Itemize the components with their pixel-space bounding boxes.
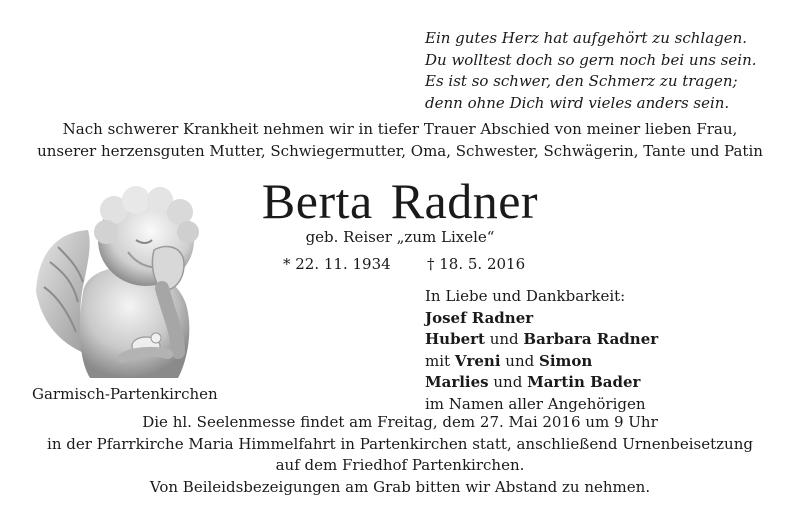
poem <box>425 28 785 114</box>
funeral-line: Von Beileidsbezeigungen am Grab bitten wir Abstand zu nehmen. <box>149 477 651 496</box>
family-line: In Liebe und Dankbarkeit: <box>425 287 626 305</box>
family-line: im Namen aller Angehörigen <box>425 394 646 413</box>
birth-date: * 22. 11. 1934 <box>283 255 391 273</box>
family-member: Vreni <box>454 351 501 370</box>
intro-text <box>0 118 800 162</box>
family-connector: und <box>488 373 528 391</box>
family-line <box>425 308 795 330</box>
intro-line: unserer herzensguten Mutter, Schwiegermutter, Oma, Schwester, Schwägerin, Tante und Patin <box>37 142 763 160</box>
intro-line: Nach schwerer Krankheit nehmen wir in tiefer Trauer Abschied von meiner lieben Frau, <box>62 120 738 138</box>
family-block <box>425 286 795 415</box>
angel-figure-icon <box>28 182 218 382</box>
family-line <box>425 372 795 394</box>
last-name: Radner <box>390 173 539 229</box>
funeral-line: Die hl. Seelenmesse findet am Freitag, dem 27. Mai 2016 um 9 Uhr <box>142 413 658 431</box>
death-date: † 18. 5. 2016 <box>427 255 526 273</box>
first-name: Berta <box>261 173 373 229</box>
family-connector: und <box>484 330 524 348</box>
family-member: Martin Bader <box>527 373 641 391</box>
family-connector: und <box>500 351 539 370</box>
family-line <box>425 329 795 351</box>
funeral-line: auf dem Friedhof Partenkirchen. <box>275 456 525 474</box>
funeral-info <box>0 412 800 498</box>
poem-line: denn ohne Dich wird vieles anders sein. <box>425 93 730 112</box>
family-member: Simon <box>539 351 593 370</box>
family-connector: mit <box>425 351 455 370</box>
poem-line: Ein gutes Herz hat aufgehört zu schlagen. <box>425 29 748 47</box>
poem-line: Du wolltest doch so gern noch bei uns sein. <box>425 50 757 69</box>
family-member: Josef Radner <box>425 308 534 327</box>
family-member: Hubert <box>425 330 485 348</box>
family-member: Barbara Radner <box>523 330 659 348</box>
family-line <box>425 351 795 373</box>
maiden-name: geb. Reiser „zum Lixele“ <box>305 228 495 246</box>
family-member: Marlies <box>425 373 489 391</box>
place-name: Garmisch-Partenkirchen <box>32 385 218 403</box>
poem-line: Es ist so schwer, den Schmerz zu tragen; <box>425 72 738 90</box>
funeral-line: in der Pfarrkirche Maria Himmelfahrt in Partenkirchen statt, anschließend Urnenbeisetzung <box>47 434 753 453</box>
